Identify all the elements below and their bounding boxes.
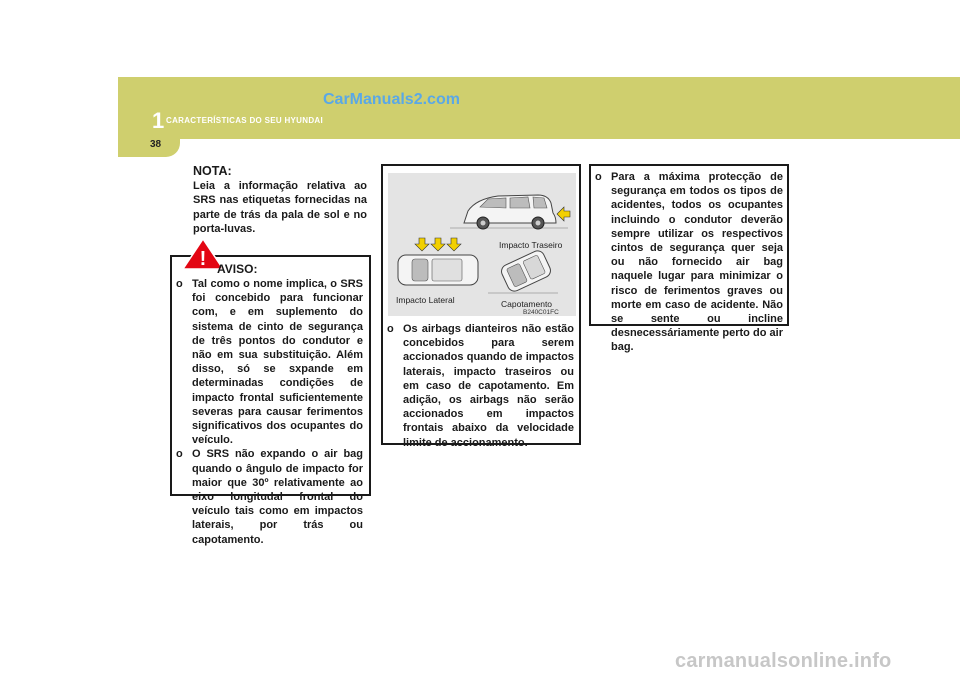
page-number: 38 <box>150 139 162 150</box>
car-rollover <box>499 249 553 294</box>
list-item <box>176 277 363 447</box>
label-rear-impact: Impacto Traseiro <box>499 240 563 250</box>
airbag-list <box>387 322 574 450</box>
list-item-text: Os airbags dianteiros não estão concebidos para serem accionados quando de impactos laterais, impacto traseiros ou em caso de capotamento. Em adição, os airbags não serão accionados em impactos frontais abaixo da velocidade limite de accionamento. <box>403 323 574 449</box>
rear-impact-arrow-icon <box>557 207 570 221</box>
safety-list <box>595 170 783 355</box>
warning-title: AVISO: <box>217 262 258 276</box>
warning-list <box>176 277 363 547</box>
list-item <box>176 447 363 546</box>
label-rollover: Capotamento <box>501 299 553 309</box>
list-bullet: o <box>387 323 394 335</box>
list-item-text: O SRS não expando o air bag quando o ângulo de impacto for maior que 30º relativamente ao eixo longitudal frontal do veículo tais como em impactos laterais, por trás ou capotamento. <box>192 448 363 546</box>
chapter-number: 1 <box>152 108 165 133</box>
note-body: Leia a informação relativa ao SRS nas etiquetas fornecidas na parte de trás da pala de sol e no porta-luvas. <box>193 180 367 235</box>
list-item-text: Para a máxima protecção de segurança em todos os tipos de acidentes, todos os ocupantes incluindo o condutor deverão sempre utilizar os respectivos cintos de segurança quer seja ou não fornecido air bag naquele lugar para minimizar o risco de ferimentos graves ou morte em caso de acidente. Não se sente ou incline desnecessáriamente perto do air bag. <box>611 171 783 354</box>
list-item <box>595 170 783 355</box>
side-impact-arrow-icon <box>415 238 429 251</box>
list-item <box>387 322 574 450</box>
note-title: NOTA: <box>193 164 232 178</box>
impact-illustration <box>388 173 576 316</box>
car-side-view <box>464 195 556 229</box>
page-number-tab <box>118 139 180 157</box>
note-block <box>193 164 367 236</box>
header-band <box>118 77 960 139</box>
footer-watermark: carmanualsonline.info <box>675 650 892 672</box>
list-bullet: o <box>176 278 183 290</box>
car-top-view <box>398 255 478 285</box>
watermark-link[interactable]: CarManuals2.com <box>323 91 460 108</box>
chapter-title: CARACTERÍSTICAS DO SEU HYUNDAI <box>166 116 324 125</box>
list-bullet: o <box>595 171 602 183</box>
side-impact-arrow-icon <box>447 238 461 251</box>
warning-glyph: ! <box>199 248 207 270</box>
side-impact-arrow-icon <box>431 238 445 251</box>
label-side-impact: Impacto Lateral <box>396 295 455 305</box>
list-bullet: o <box>176 448 183 461</box>
list-item-text: Tal como o nome implica, o SRS foi concebido para funcionar com, e em suplemento do sistema de cinto de segurança de três pontos do condutor e não em sua substituição. Além disso, só se sxpande em determinadas condições de impacto frontal suficientemente severas para causar ferimentos significativos dos ocupantes do veículo. <box>192 278 363 447</box>
figure-code: B240C01FC <box>523 309 559 316</box>
